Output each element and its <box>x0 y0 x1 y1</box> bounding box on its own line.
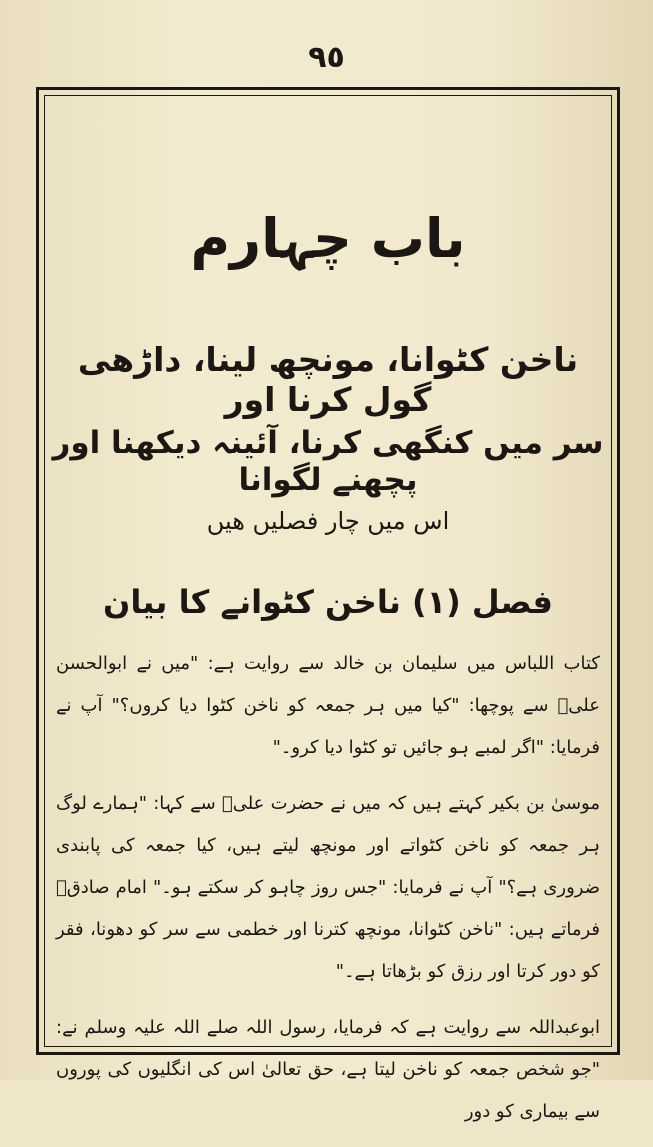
chapter-intro: اس میں چار فصلیں ھیں <box>206 507 450 535</box>
section-body <box>56 643 600 1147</box>
body-paragraph-3: ابوعبداللہ سے روایت ہے کہ فرمایا، رسول اللہ صلے اللہ علیہ وسلم نے: "جو شخص جمعہ کو ناخن لیتا ہے، حق تعالیٰ اس کی انگلیوں کی پوروں سے بیماری کو دور <box>56 1017 600 1122</box>
chapter-title: باب چہارم <box>190 207 466 270</box>
body-paragraph-2: موسیٰ بن بکیر کہتے ہیں کہ میں نے حضرت علیؑ سے کہا: "ہمارے لوگ ہر جمعہ کو ناخن کٹواتے اور مونچھ لیتے ہیں، کیا جمعہ کی پابندی ضروری ہے؟" آپ نے فرمایا: "جس روز چاہو کر سکتے ہو۔" امام صادقؑ فرماتے ہیں: "ناخن کٹوانا، مونچھ کترنا اور خطمی سے سر کو دھونا، فقر کو دور کرتا اور رزق کو بڑھاتا ہے۔" <box>56 793 600 982</box>
chapter-subtitle-line-2: سر میں کنگھی کرنا، آئینہ دیکھنا اور پچھنے لگوانا <box>52 425 604 499</box>
chapter-subtitle-line-1: ناخن کٹوانا، مونچھ لینا، داڑھی گول کرنا اور <box>77 340 579 419</box>
page-number: ٩٥ <box>308 40 345 75</box>
body-paragraph-1: کتاب اللباس میں سلیمان بن خالد سے روایت ہے: "میں نے ابوالحسن علیؑ سے پوچھا: "کیا میں ہر جمعہ کو ناخن کٹوا دیا کروں؟" آپ نے فرمایا: "اگر لمبے ہو جائیں تو کٹوا دیا کرو۔" <box>56 653 600 758</box>
section-heading: فصل (۱) ناخن کٹوانے کا بیان <box>103 583 553 621</box>
page-content <box>44 95 612 1122</box>
